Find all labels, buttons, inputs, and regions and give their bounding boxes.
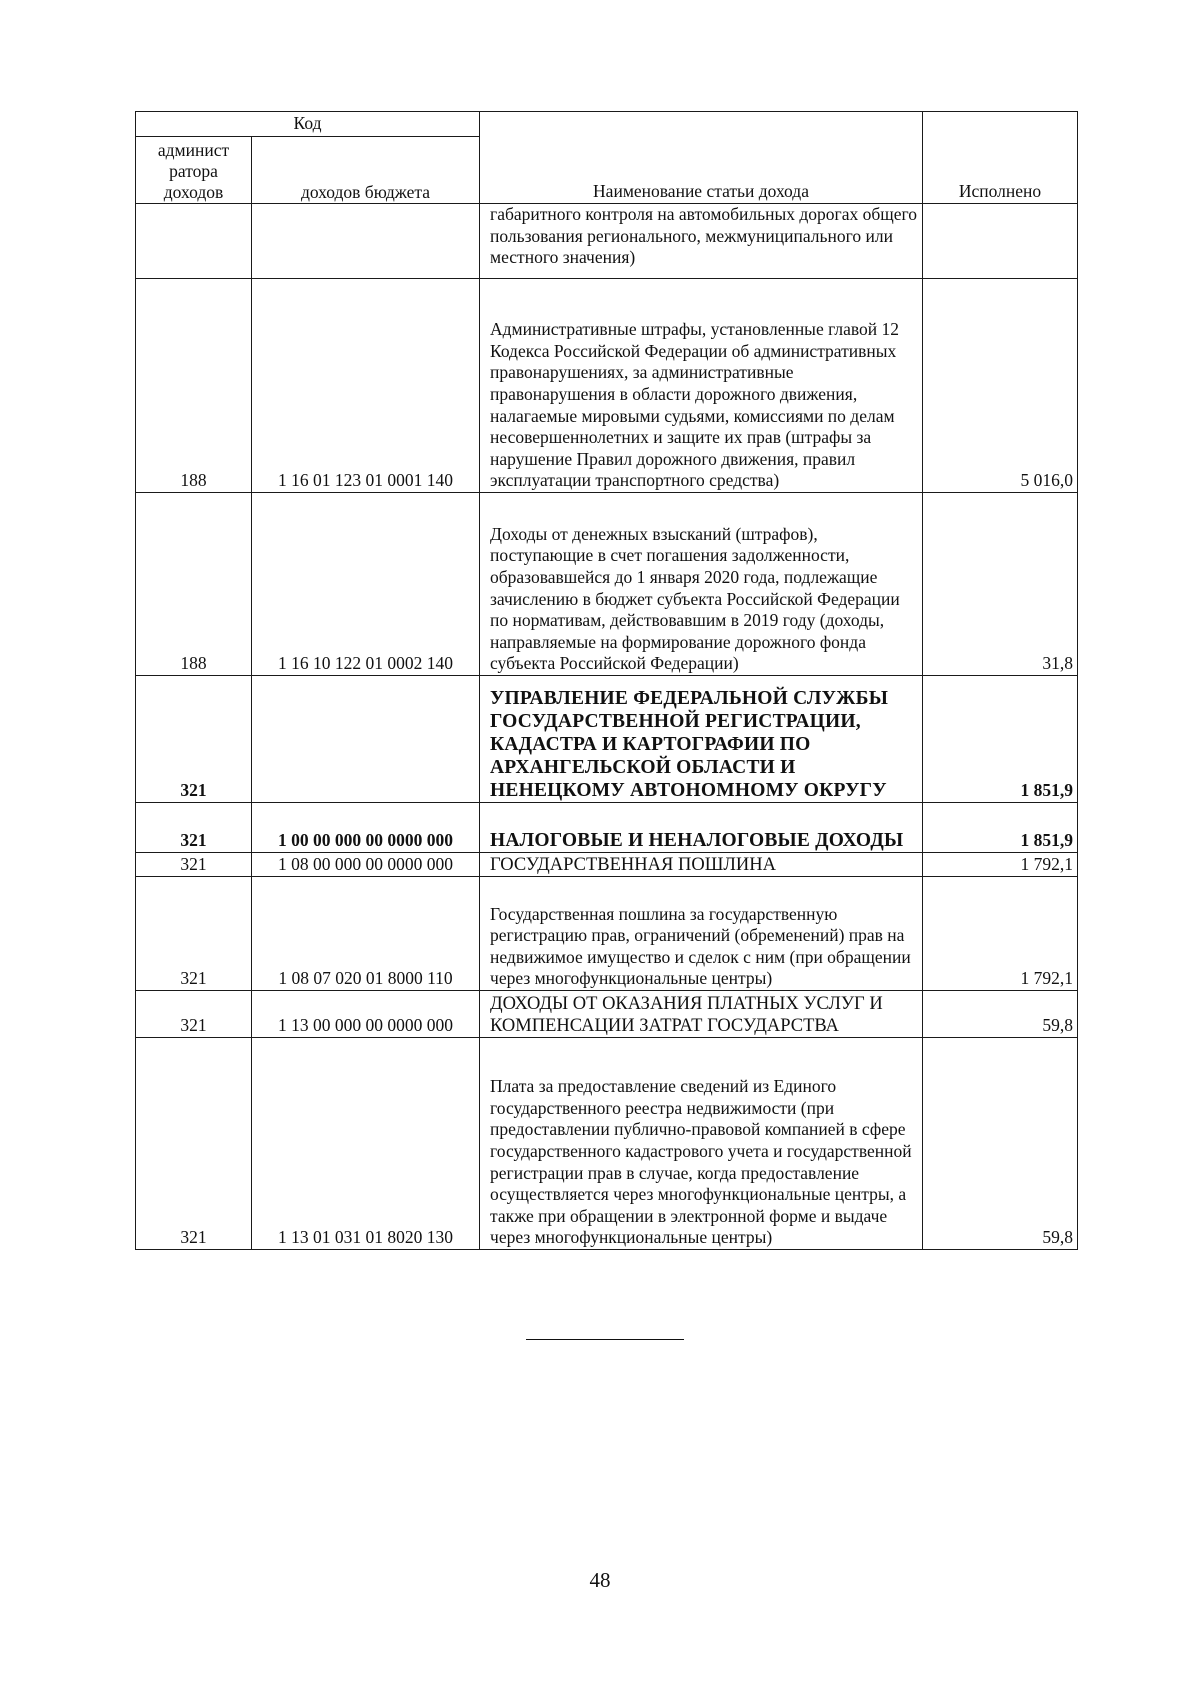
executed-cell: 59,8 xyxy=(923,991,1078,1038)
revenue-name-cell: Административные штрафы, установленные главой 12 Кодекса Российской Федерации об административных правонарушениях, за административные правонарушения в области дорожного движения, налагаемые мировыми судьями, комиссиями по делам несовершеннолетних и защите их прав (штрафы за нарушение Правил дорожного движения, правил эксплуатации транспортного средства) xyxy=(480,279,923,493)
executed-cell: 31,8 xyxy=(923,493,1078,676)
executed-cell: 5 016,0 xyxy=(923,279,1078,493)
revenue-name-cell: Доходы от денежных взысканий (штрафов), поступающие в счет погашения задолженности, образовавшейся до 1 января 2020 года, подлежащие зачислению в бюджет субъекта Российской Федерации по нормативам, действовавшим в 2019 году (доходы, направляемые на формирование дорожного фонда субъекта Российской Федерации) xyxy=(480,493,923,676)
admin-code-cell: 321 xyxy=(136,877,252,991)
header-budget-code: доходов бюджета xyxy=(252,137,480,204)
executed-cell: 1 792,1 xyxy=(923,853,1078,877)
header-admin-code: админист ратора доходов xyxy=(136,137,252,204)
table-row xyxy=(136,493,1078,676)
header-name: Наименование статьи дохода xyxy=(480,112,923,204)
budget-code-cell: 1 16 10 122 01 0002 140 xyxy=(252,493,480,676)
executed-cell: 1 851,9 xyxy=(923,803,1078,853)
executed-cell: 1 792,1 xyxy=(923,877,1078,991)
admin-code-cell: 321 xyxy=(136,676,252,803)
admin-code-cell: 321 xyxy=(136,1038,252,1250)
budget-code-cell xyxy=(252,204,480,279)
budget-code-cell: 1 13 00 000 00 0000 000 xyxy=(252,991,480,1038)
separator-line xyxy=(526,1339,684,1340)
revenue-name-cell: ГОСУДАРСТВЕННАЯ ПОШЛИНА xyxy=(480,853,923,877)
table-row xyxy=(136,204,1078,279)
header-code-group: Код xyxy=(136,112,480,137)
admin-code-cell: 321 xyxy=(136,803,252,853)
admin-code-cell: 188 xyxy=(136,493,252,676)
table-row xyxy=(136,803,1078,853)
budget-code-cell: 1 08 07 020 01 8000 110 xyxy=(252,877,480,991)
table-row xyxy=(136,1038,1078,1250)
admin-code-cell: 321 xyxy=(136,853,252,877)
revenue-name-cell: УПРАВЛЕНИЕ ФЕДЕРАЛЬНОЙ СЛУЖБЫ ГОСУДАРСТВЕННОЙ РЕГИСТРАЦИИ, КАДАСТРА И КАРТОГРАФИИ ПО АРХАНГЕЛЬСКОЙ ОБЛАСТИ И НЕНЕЦКОМУ АВТОНОМНОМУ ОКРУГУ xyxy=(480,676,923,803)
executed-cell: 1 851,9 xyxy=(923,676,1078,803)
budget-code-cell xyxy=(252,676,480,803)
header-executed: Исполнено xyxy=(923,112,1078,204)
table-row xyxy=(136,991,1078,1038)
page-number: 48 xyxy=(589,1568,611,1592)
admin-code-cell xyxy=(136,204,252,279)
budget-code-cell: 1 16 01 123 01 0001 140 xyxy=(252,279,480,493)
budget-code-cell: 1 13 01 031 01 8020 130 xyxy=(252,1038,480,1250)
admin-code-cell: 321 xyxy=(136,991,252,1038)
executed-cell: 59,8 xyxy=(923,1038,1078,1250)
table-header-row-1 xyxy=(136,112,1078,137)
table-row xyxy=(136,877,1078,991)
revenue-name-cell: Государственная пошлина за государственную регистрацию прав, ограничений (обременений) прав на недвижимое имущество и сделок с ним (при обращении через многофункциональные центры) xyxy=(480,877,923,991)
executed-cell xyxy=(923,204,1078,279)
admin-code-cell: 188 xyxy=(136,279,252,493)
budget-code-cell: 1 00 00 000 00 0000 000 xyxy=(252,803,480,853)
table-row xyxy=(136,853,1078,877)
revenue-table xyxy=(135,111,1078,1250)
table-row xyxy=(136,676,1078,803)
revenue-name-cell: НАЛОГОВЫЕ И НЕНАЛОГОВЫЕ ДОХОДЫ xyxy=(480,803,923,853)
revenue-name-cell: Плата за предоставление сведений из Единого государственного реестра недвижимости (при предоставлении публично-правовой компанией в сфере государственного кадастрового учета и государственной регистрации прав в случае, когда предоставление осуществляется через многофункциональные центры, а также при обращении в электронной форме и выдаче через многофункциональные центры) xyxy=(480,1038,923,1250)
table-row xyxy=(136,279,1078,493)
revenue-name-cell: габаритного контроля на автомобильных дорогах общего пользования регионального, межмуниципального или местного значения) xyxy=(480,204,923,279)
revenue-name-cell: ДОХОДЫ ОТ ОКАЗАНИЯ ПЛАТНЫХ УСЛУГ И КОМПЕНСАЦИИ ЗАТРАТ ГОСУДАРСТВА xyxy=(480,991,923,1038)
budget-code-cell: 1 08 00 000 00 0000 000 xyxy=(252,853,480,877)
